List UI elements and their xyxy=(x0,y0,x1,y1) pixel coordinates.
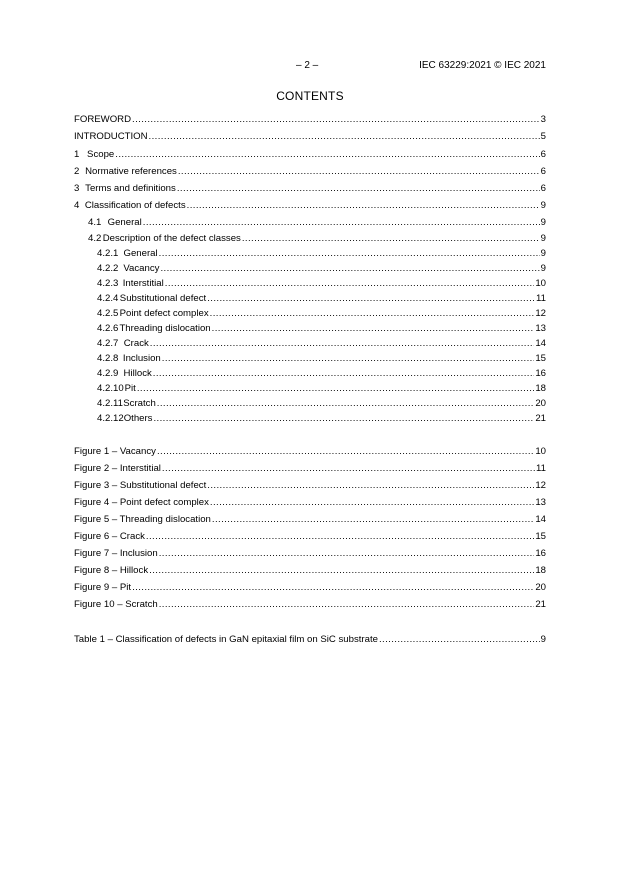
dot-leader xyxy=(379,634,540,646)
toc-entry-label: Figure 6 – Crack xyxy=(74,531,145,542)
toc-entry-label: Substitutional defect xyxy=(119,293,207,304)
toc-entry-label: Table 1 – Classification of defects in GaN epitaxial film on SiC substrate xyxy=(74,634,378,645)
toc-entry[interactable] xyxy=(74,514,546,527)
dot-leader xyxy=(242,233,540,245)
page-title: CONTENTS xyxy=(276,89,344,103)
toc-entry-number: 4.2.9 xyxy=(97,368,119,379)
toc-entry-number: 1 xyxy=(74,149,80,160)
toc-entry-number: 4.2.8 xyxy=(97,353,119,364)
dot-leader xyxy=(153,368,535,380)
dot-leader xyxy=(210,308,535,320)
toc-entry-label: Normative references xyxy=(85,166,177,177)
toc-entry-number: 4.1 xyxy=(88,217,102,228)
toc-entry-label: Scope xyxy=(87,149,115,160)
toc-entry-page: 9 xyxy=(540,263,546,274)
dot-leader xyxy=(132,582,534,594)
toc-entry[interactable] xyxy=(74,166,546,179)
toc-entry-label: Hillock xyxy=(123,368,152,379)
toc-entry-page: 12 xyxy=(535,480,546,491)
dot-leader xyxy=(212,514,534,526)
toc-entry-label: Others xyxy=(123,413,153,424)
dot-leader xyxy=(159,599,535,611)
dot-leader xyxy=(149,565,534,577)
toc-entry-label: Classification of defects xyxy=(84,200,186,211)
toc-entry-number: 4.2.2 xyxy=(97,263,119,274)
toc-entry-label: General xyxy=(123,248,158,259)
toc-entry[interactable] xyxy=(74,531,546,544)
toc-entry[interactable] xyxy=(74,338,546,351)
toc-entry-number: 4.2.6 xyxy=(97,323,119,334)
toc-entry[interactable] xyxy=(74,565,546,578)
toc-entry-page: 6 xyxy=(540,183,546,194)
dot-leader xyxy=(157,398,535,410)
toc-entry[interactable] xyxy=(74,114,546,127)
toc-entry-number: 4.2.4 xyxy=(97,293,119,304)
toc-entry-label: Figure 1 – Vacancy xyxy=(74,446,156,457)
toc-entry-label: Figure 3 – Substitutional defect xyxy=(74,480,207,491)
toc-entry-page: 9 xyxy=(540,634,546,645)
standard-reference: IEC 63229:2021 © IEC 2021 xyxy=(419,60,546,71)
dot-leader xyxy=(137,383,534,395)
page-number: – 2 – xyxy=(296,60,319,71)
toc-entry-page: 10 xyxy=(535,446,546,457)
toc-entry[interactable] xyxy=(74,248,546,261)
toc-entry[interactable] xyxy=(74,398,546,411)
toc-entry-page: 9 xyxy=(540,200,546,211)
toc-entry-number: 2 xyxy=(74,166,80,177)
toc-entry-label: Point defect complex xyxy=(119,308,209,319)
dot-leader xyxy=(187,200,540,212)
dot-leader xyxy=(149,131,540,143)
toc-entry-label: Interstitial xyxy=(122,278,164,289)
toc-entry-page: 6 xyxy=(540,149,546,160)
toc-entry-number: 4.2.3 xyxy=(97,278,119,289)
toc-entry[interactable] xyxy=(74,293,546,306)
toc-entry[interactable] xyxy=(74,582,546,595)
toc-entry-number: 4.2.7 xyxy=(97,338,119,349)
toc-entry[interactable] xyxy=(74,480,546,493)
toc-entry-label: Figure 7 – Inclusion xyxy=(74,548,158,559)
toc-entry[interactable] xyxy=(74,149,546,162)
toc-entry[interactable] xyxy=(74,463,546,476)
toc-entry-page: 11 xyxy=(536,293,546,304)
toc-entry-label: Figure 10 – Scratch xyxy=(74,599,158,610)
dot-leader xyxy=(153,413,534,425)
toc-entry-number: 4.2.1 xyxy=(97,248,119,259)
toc-entry-label: Figure 5 – Threading dislocation xyxy=(74,514,211,525)
toc-entry-page: 12 xyxy=(535,308,546,319)
toc-entry-label: Terms and definitions xyxy=(85,183,176,194)
toc-entry-label: Figure 4 – Point defect complex xyxy=(74,497,209,508)
toc-entry-page: 6 xyxy=(540,166,546,177)
dot-leader xyxy=(146,531,534,543)
dot-leader xyxy=(159,548,535,560)
toc-entry-label: FOREWORD xyxy=(74,114,132,125)
toc-entry[interactable] xyxy=(74,634,546,647)
toc-entry-number: 4.2.10 xyxy=(97,383,124,394)
toc-entry-label: Inclusion xyxy=(122,353,161,364)
toc-entry[interactable] xyxy=(74,548,546,561)
toc-entry[interactable] xyxy=(74,413,546,426)
toc-entry-page: 14 xyxy=(535,338,546,349)
toc-entry-page: 13 xyxy=(535,323,546,334)
toc-entry-page: 21 xyxy=(535,599,546,610)
toc-entry-page: 13 xyxy=(535,497,546,508)
toc-entry[interactable] xyxy=(74,497,546,510)
toc-entry-page: 10 xyxy=(535,278,546,289)
dot-leader xyxy=(162,463,535,475)
toc-entry[interactable] xyxy=(74,200,546,213)
toc-entry-page: 9 xyxy=(540,233,546,244)
dot-leader xyxy=(143,217,540,229)
toc-entry-page: 21 xyxy=(535,413,546,424)
toc-entry-label: Vacancy xyxy=(123,263,160,274)
dot-leader xyxy=(177,183,540,195)
dot-leader xyxy=(132,114,540,126)
toc-entry-label: Scratch xyxy=(123,398,156,409)
toc-entry[interactable] xyxy=(74,278,546,291)
toc-entry-page: 18 xyxy=(535,383,546,394)
toc-entry[interactable] xyxy=(74,353,546,366)
toc-entry-number: 4.2.11 xyxy=(97,398,123,409)
toc-entry-label: Figure 9 – Pit xyxy=(74,582,132,593)
toc-entry-label: Threading dislocation xyxy=(119,323,211,334)
toc-entry[interactable] xyxy=(74,323,546,336)
toc-entry[interactable] xyxy=(74,383,546,396)
toc-entry[interactable] xyxy=(74,183,546,196)
toc-entry-page: 11 xyxy=(536,463,546,474)
toc-entry-label: Pit xyxy=(124,383,136,394)
dot-leader xyxy=(150,338,535,350)
toc-entry-number: 3 xyxy=(74,183,80,194)
dot-leader xyxy=(207,293,535,305)
dot-leader xyxy=(165,278,535,290)
toc-entry-label: General xyxy=(107,217,142,228)
toc-entry[interactable] xyxy=(74,217,546,230)
toc-entry[interactable] xyxy=(74,233,546,246)
toc-entry-page: 18 xyxy=(535,565,546,576)
dot-leader xyxy=(210,497,534,509)
toc-entry[interactable] xyxy=(74,131,546,144)
toc-entry[interactable] xyxy=(74,368,546,381)
toc-entry-page: 15 xyxy=(535,353,546,364)
toc-entry-number: 4 xyxy=(74,200,80,211)
dot-leader xyxy=(178,166,540,178)
dot-leader xyxy=(162,353,535,365)
toc-entry-page: 9 xyxy=(540,248,546,259)
dot-leader xyxy=(159,248,540,260)
toc-entry-label: Description of the defect classes xyxy=(102,233,241,244)
toc-entry-page: 15 xyxy=(535,531,546,542)
page-header xyxy=(0,60,620,74)
dot-leader xyxy=(207,480,534,492)
dot-leader xyxy=(160,263,539,275)
toc-entry-page: 14 xyxy=(535,514,546,525)
toc-entry-page: 3 xyxy=(540,114,546,125)
toc-entry[interactable] xyxy=(74,308,546,321)
toc-entry-label: Figure 2 – Interstitial xyxy=(74,463,161,474)
toc-entry[interactable] xyxy=(74,599,546,612)
dot-leader xyxy=(115,149,539,161)
toc-entry-label: Crack xyxy=(123,338,149,349)
toc-entry-label: Figure 8 – Hillock xyxy=(74,565,149,576)
toc-entry-number: 4.2.5 xyxy=(97,308,119,319)
toc-entry-label: INTRODUCTION xyxy=(74,131,148,142)
toc-entry-page: 9 xyxy=(540,217,546,228)
toc-entry-number: 4.2 xyxy=(88,233,102,244)
toc-entry-page: 5 xyxy=(540,131,546,142)
toc-entry-page: 16 xyxy=(535,368,546,379)
dot-leader xyxy=(212,323,535,335)
toc-entry[interactable] xyxy=(74,263,546,276)
dot-leader xyxy=(157,446,534,458)
toc-entry-page: 20 xyxy=(535,582,546,593)
toc-entry-page: 16 xyxy=(535,548,546,559)
toc-entry-number: 4.2.12 xyxy=(97,413,124,424)
toc-entry-page: 20 xyxy=(535,398,546,409)
toc-entry[interactable] xyxy=(74,446,546,459)
